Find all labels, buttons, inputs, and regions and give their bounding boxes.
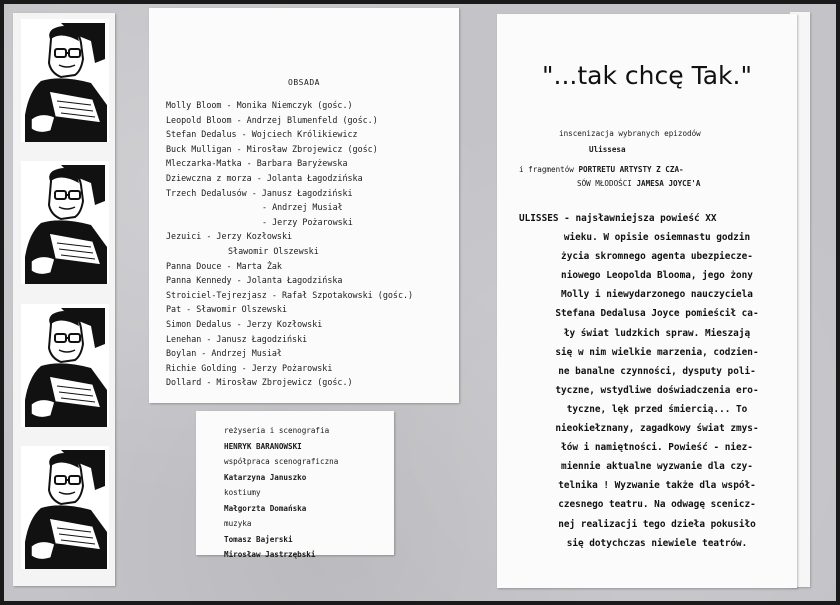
credit-line: Katarzyna Januszko: [224, 472, 307, 482]
cast-line: Molly Bloom - Monika Niemczyk (gośc.): [166, 100, 353, 110]
credit-line: Tomasz Bajerski: [224, 534, 293, 544]
description-line: ne banalne czynności, dysputy poli-: [558, 365, 756, 377]
cast-line: Dollard - Mirosław Zbrojewicz (gośc.): [166, 377, 353, 388]
subtitle-fragments-title: PORTRETU ARTYSTY Z CZA-: [578, 165, 684, 174]
description-line: nieokiełznany, zagadkowy świat zmys-: [555, 423, 759, 435]
cast-line: Dziewczna z morza - Jolanta Łagodzińska: [166, 172, 363, 183]
cast-line: Stefan Dedalus - Wojciech Królikiewicz: [166, 129, 358, 140]
subtitle-author-prefix: SÓW MŁODOŚCI: [577, 179, 637, 188]
credits-sheet: [196, 411, 394, 559]
cast-sheet: [149, 8, 459, 403]
cast-line: - Andrzej Musiał: [262, 202, 343, 213]
description-line: telnika ! Wyzwanie także dla współ-: [558, 480, 756, 492]
description-sheet: [497, 14, 797, 588]
description-line: Molly i niewydarzonego nauczyciela: [561, 289, 753, 301]
cast-line: - Jerzy Pożarowski: [262, 216, 353, 227]
credits-list: [224, 423, 338, 563]
cast-line: Lenehan - Janusz Łagodziński: [166, 333, 308, 344]
description-line: nej realizacji tego dzieła pokusiło: [558, 518, 756, 530]
description-line: miennie aktualne wyzwanie dla czy-: [561, 461, 753, 473]
portrait-image: [21, 304, 109, 427]
cast-line: Leopold Bloom - Andrzej Blumenfeld (gośc.): [166, 114, 378, 125]
description-line: ULISSES - najsławniejsza powieść XX: [519, 213, 717, 224]
credit-line: muzyka: [224, 519, 252, 528]
description-line: wieku. W opisie osiemnastu godzin: [563, 232, 751, 244]
credit-line: kostiumy: [224, 488, 261, 497]
cast-line: Stroiciel-Tejrezjasz - Rafał Szpotakowski (gośc.): [166, 289, 414, 300]
description-line: Stefana Dedalusa Joyce pomieścił ca-: [555, 308, 759, 320]
cast-line: Buck Mulligan - Mirosław Zbrojewicz (gośc): [166, 143, 378, 154]
description-line: łów i namiętności. Powieść - niez-: [561, 442, 753, 454]
subtitle-author-name: JAMESA JOYCE'A: [636, 179, 701, 188]
portrait-image: [21, 19, 109, 142]
description-line: tyczne, wstydliwe doświadczenia ero-: [555, 384, 759, 396]
cast-line: Jezuici - Jerzy Kozłowski: [166, 231, 293, 242]
cast-line: Trzech Dedalusów - Janusz Łagodziński: [166, 187, 353, 198]
subtitle-staging: inscenizacja wybranych epizodów: [559, 129, 701, 138]
description-line: się dotychczas niewiele teatrów.: [566, 537, 748, 549]
cast-line: Boylan - Andrzej Musiał: [166, 348, 282, 359]
description-line: tyczne, lęk przed śmiercią... To: [566, 403, 748, 415]
cast-list: [166, 98, 456, 390]
description-line: czesnego teatru. Na odwagę scenicz-: [558, 499, 756, 511]
credit-line: Mirosław Jastrzębski: [224, 550, 316, 559]
portrait-image: [21, 446, 109, 569]
description-body: [519, 209, 795, 553]
subtitle-fragments-prefix: i fragmentów: [519, 165, 579, 174]
credit-line: współpraca scenograficzna: [224, 457, 339, 466]
credit-line: HENRYK BARANOWSKI: [224, 441, 302, 451]
cast-line: Panna Kennedy - Jolanta Łagodzińska: [166, 275, 343, 286]
description-line: się w nim wielkie marzenia, codzien-: [555, 346, 759, 358]
subtitle-ulysses: Ulissesa: [589, 145, 626, 154]
cast-line: Mleczarka-Matka - Barbara Baryżewska: [166, 158, 348, 169]
portrait-image: [21, 161, 109, 284]
description-line: życia skromnego agenta ubezpiecze-: [561, 251, 753, 263]
subtitle-fragments: [519, 165, 684, 174]
cast-title: OBSADA: [288, 78, 320, 87]
cast-line: Pat - Sławomir Olszewski: [166, 304, 288, 315]
cast-line: Richie Golding - Jerzy Pożarowski: [166, 362, 333, 373]
description-line: ły świat ludzkich spraw. Mieszają: [563, 327, 751, 339]
cast-line: Sławomir Olszewski: [228, 245, 319, 256]
cast-line: Simon Dedalus - Jerzy Kozłowski: [166, 318, 323, 329]
credit-line: Małgorzta Domańska: [224, 503, 307, 513]
cast-line: Panna Douce - Marta Żak: [166, 260, 282, 271]
portrait-strip: [13, 13, 115, 586]
credit-line: reżyseria i scenografia: [224, 426, 330, 435]
subtitle-author: [577, 179, 700, 188]
description-line: niowego Leopolda Blooma, jego żony: [561, 270, 753, 282]
headline: "...tak chcę Tak.": [542, 61, 752, 90]
